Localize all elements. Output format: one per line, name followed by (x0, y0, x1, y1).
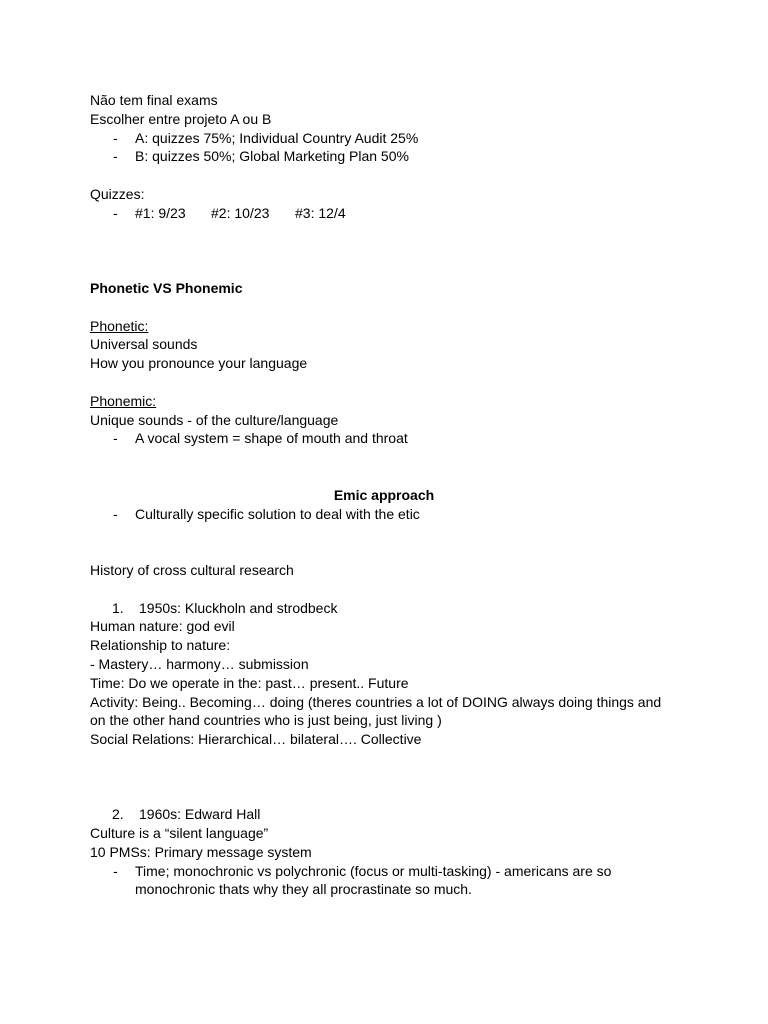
history-heading: History of cross cultural research (90, 561, 294, 578)
quiz-date: #2: 10/23 (211, 204, 270, 221)
quiz-date: #1: 9/23 (135, 204, 186, 221)
bullet-item (90, 505, 690, 524)
text-paragraph: Activity: Being.. Becoming… doing (theres countries a lot of DOING always doing things and on the other hand countries who is just being, just living ) (90, 693, 662, 729)
text-line: Não tem final exams (90, 92, 218, 108)
text-line: Time: Do we operate in the: past… present.. Future (90, 674, 409, 691)
bullet-dash: - (113, 505, 118, 522)
section-title: Phonetic VS Phonemic (90, 279, 243, 296)
text-line: Escolher entre projeto A ou B (90, 110, 272, 127)
bullet-item (90, 129, 690, 148)
numbered-item (90, 599, 690, 618)
bullet-dash: - (113, 204, 118, 221)
bullet-dash: - (113, 430, 118, 447)
bullet-item (90, 204, 690, 223)
bullet-item (90, 429, 690, 448)
bullet-text: B: quizzes 50%; Global Marketing Plan 50% (135, 148, 409, 165)
subheading: Phonetic: (90, 317, 149, 334)
item-number: 2. (112, 806, 124, 823)
text-line: - Mastery… harmony… submission (90, 655, 309, 672)
item-title: 1950s: Kluckholn and strodbeck (139, 599, 338, 616)
quizzes-heading: Quizzes: (90, 185, 145, 202)
text-line: Human nature: god evil (90, 618, 235, 635)
text-line: Culture is a “silent language” (90, 825, 269, 842)
bullet-dash: - (113, 862, 118, 879)
bullet-text: A: quizzes 75%; Individual Country Audit 25% (135, 129, 419, 146)
text-line: 10 PMSs: Primary message system (90, 843, 312, 860)
text-line: How you pronounce your language (90, 355, 308, 372)
subheading: Phonemic: (90, 392, 157, 409)
text-line: Universal sounds (90, 336, 198, 353)
bullet-dash: - (113, 129, 118, 146)
item-title: 1960s: Edward Hall (139, 806, 261, 823)
text-line: Relationship to nature: (90, 637, 231, 654)
bullet-text: Time; monochronic vs polychronic (focus or multi-tasking) - americans are so monochronic thats why they all procrastinate so much. (135, 862, 612, 898)
text-line: Social Relations: Hierarchical… bilateral…. Collective (90, 731, 422, 748)
section-title: Emic approach (333, 486, 435, 503)
document-page (90, 91, 690, 899)
bullet-item (90, 147, 690, 166)
numbered-item (90, 805, 690, 824)
bullet-text: Culturally specific solution to deal with the etic (135, 505, 420, 522)
item-number: 1. (112, 599, 124, 616)
bullet-item (90, 862, 680, 900)
bullet-dash: - (113, 148, 118, 165)
quiz-date: #3: 12/4 (295, 204, 346, 221)
bullet-text: A vocal system = shape of mouth and throat (135, 430, 408, 447)
text-line: Unique sounds - of the culture/language (90, 411, 339, 428)
